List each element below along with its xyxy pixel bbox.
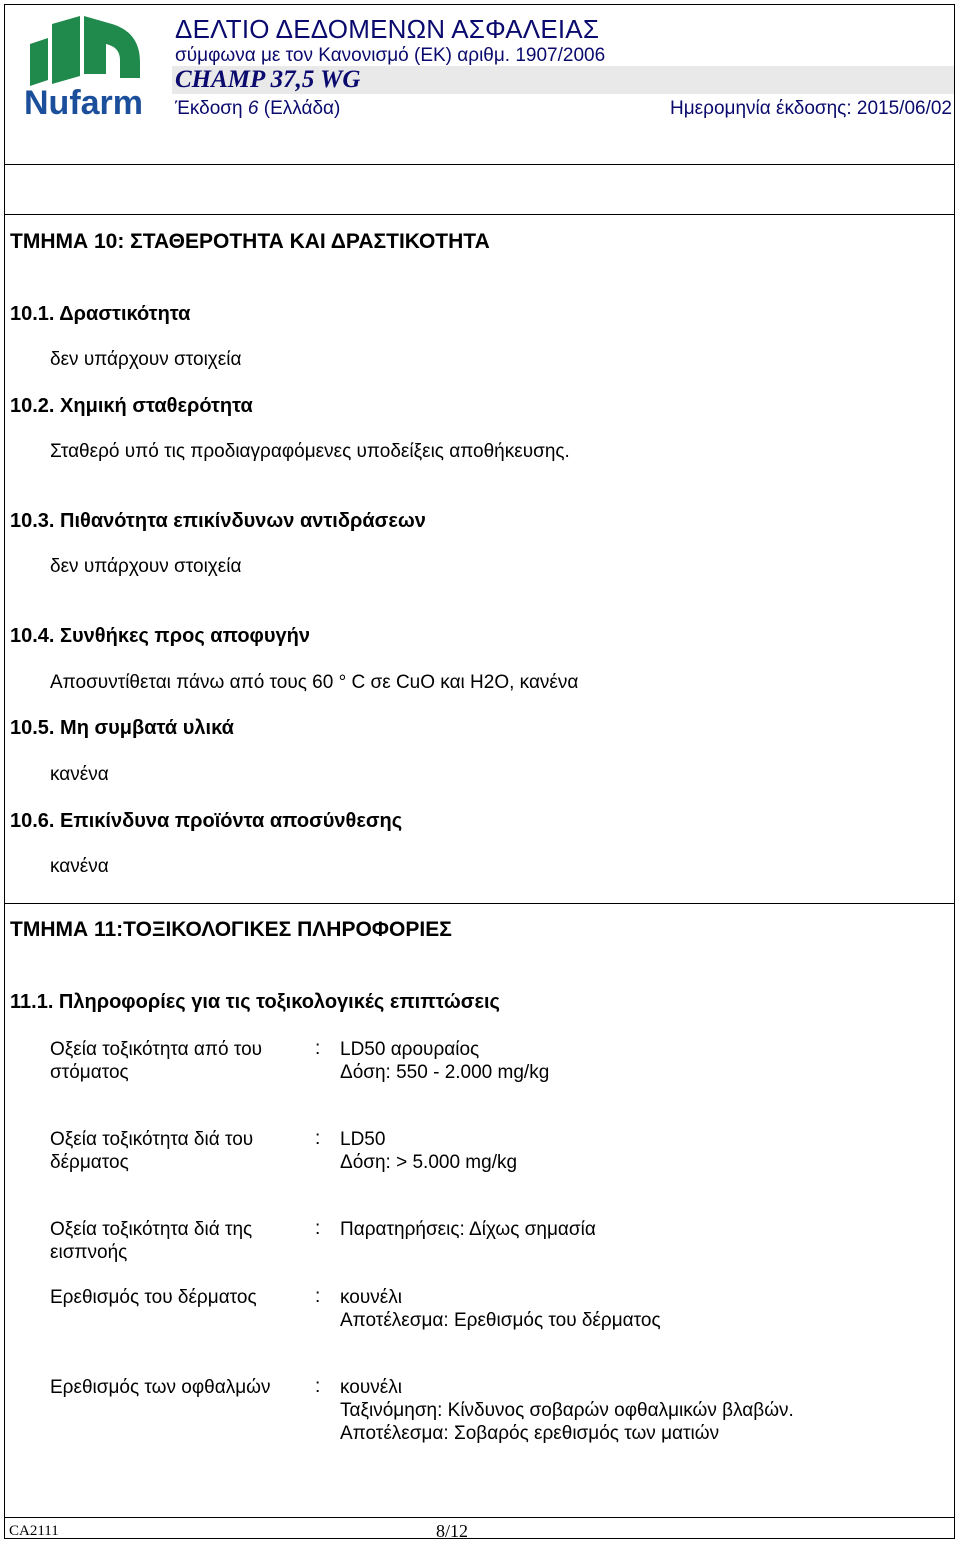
edition-number: 6 bbox=[247, 98, 259, 119]
value-line: κουνέλι bbox=[340, 1287, 402, 1308]
hazardous-reactions-text: δεν υπάρχουν στοιχεία bbox=[50, 556, 242, 577]
skin-irritation-value bbox=[340, 1286, 661, 1332]
value-line: Δόση: 550 - 2.000 mg/kg bbox=[340, 1062, 550, 1083]
incompatible-materials-heading: 10.5. Μη συμβατά υλικά bbox=[10, 717, 234, 739]
section-divider bbox=[4, 214, 955, 215]
value-line: Αποτέλεσμα: Ερεθισμός του δέρματος bbox=[340, 1310, 661, 1331]
hazardous-reactions-heading: 10.3. Πιθανότητα επικίνδυνων αντιδράσεων bbox=[10, 510, 426, 532]
section-10-title: ΤΜΗΜΑ 10: ΣΤΑΘΕΡΟΤΗΤΑ ΚΑΙ ΔΡΑΣΤΙΚΟΤΗΤΑ bbox=[10, 230, 490, 253]
acute-inhalation-toxicity-label: Οξεία τοξικότητα διά της εισπνοής bbox=[50, 1219, 253, 1263]
page-number: 8/12 bbox=[436, 1521, 469, 1541]
edition-info bbox=[175, 98, 340, 120]
acute-dermal-toxicity-value bbox=[340, 1128, 517, 1174]
value-line: Αποτέλεσμα: Σοβαρός ερεθισμός των ματιών bbox=[340, 1423, 720, 1444]
nufarm-logo bbox=[22, 14, 150, 118]
acute-inhalation-toxicity-value bbox=[340, 1218, 596, 1241]
issue-date: Ημερομηνία έκδοσης: 2015/06/02 bbox=[670, 98, 952, 119]
regulation-subtitle: σύμφωνα με τον Κανονισμό (ΕΚ) αριθμ. 1907/2006 bbox=[175, 45, 606, 66]
separator: : bbox=[315, 1128, 321, 1149]
value-line: LD50 bbox=[340, 1129, 386, 1150]
edition-prefix: Έκδοση bbox=[175, 98, 243, 119]
incompatible-materials-text: κανένα bbox=[50, 764, 109, 785]
reactivity-heading: 10.1. Δραστικότητα bbox=[10, 303, 191, 325]
separator: : bbox=[315, 1218, 321, 1239]
footer-divider bbox=[4, 1517, 955, 1518]
eye-irritation-label: Ερεθισμός των οφθαλμών bbox=[50, 1377, 271, 1398]
acute-dermal-toxicity-label: Οξεία τοξικότητα διά του δέρματος bbox=[50, 1129, 254, 1173]
conditions-to-avoid-text: Αποσυντίθεται πάνω από τους 60 ° C σε CuO και H2O, κανένα bbox=[50, 672, 579, 693]
value-line: Δόση: > 5.000 mg/kg bbox=[340, 1152, 518, 1173]
chemical-stability-heading: 10.2. Χημική σταθερότητα bbox=[10, 395, 253, 417]
value-line: Παρατηρήσεις: Δίχως σημασία bbox=[340, 1219, 596, 1240]
toxicological-effects-heading: 11.1. Πληροφορίες για τις τοξικολογικές επιπτώσεις bbox=[10, 991, 500, 1013]
separator: : bbox=[315, 1376, 321, 1397]
value-line: LD50 αρουραίος bbox=[340, 1039, 480, 1060]
decomposition-products-heading: 10.6. Επικίνδυνα προϊόντα αποσύνθεσης bbox=[10, 810, 403, 832]
skin-irritation-label: Ερεθισμός του δέρματος bbox=[50, 1287, 257, 1308]
section-divider bbox=[4, 903, 955, 904]
chemical-stability-text: Σταθερό υπό τις προδιαγραφόμενες υποδείξεις αποθήκευσης. bbox=[50, 441, 570, 462]
separator: : bbox=[315, 1038, 321, 1059]
conditions-to-avoid-heading: 10.4. Συνθήκες προς αποφυγήν bbox=[10, 625, 310, 647]
product-name: CHAMP 37,5 WG bbox=[175, 66, 361, 93]
value-line: Ταξινόμηση: Κίνδυνος σοβαρών οφθαλμικών βλαβών. bbox=[340, 1400, 794, 1421]
document-title: ΔΕΛΤΙΟ ΔΕΔΟΜΕΝΩΝ ΑΣΦΑΛΕΙΑΣ bbox=[175, 14, 600, 44]
eye-irritation-value bbox=[340, 1376, 794, 1445]
product-code: CA2111 bbox=[9, 1523, 59, 1539]
decomposition-products-text: κανένα bbox=[50, 856, 109, 877]
section-11-title: ΤΜΗΜΑ 11:ΤΟΞΙΚΟΛΟΓΙΚΕΣ ΠΛΗΡΟΦΟΡΙΕΣ bbox=[10, 918, 452, 941]
edition-country: (Ελλάδα) bbox=[263, 98, 341, 119]
svg-text:Nufarm: Nufarm bbox=[24, 84, 144, 118]
acute-oral-toxicity-label: Οξεία τοξικότητα από του στόματος bbox=[50, 1039, 263, 1083]
header-divider bbox=[4, 164, 955, 165]
acute-oral-toxicity-value bbox=[340, 1038, 549, 1084]
value-line: κουνέλι bbox=[340, 1377, 402, 1398]
reactivity-text: δεν υπάρχουν στοιχεία bbox=[50, 349, 242, 370]
separator: : bbox=[315, 1286, 321, 1307]
